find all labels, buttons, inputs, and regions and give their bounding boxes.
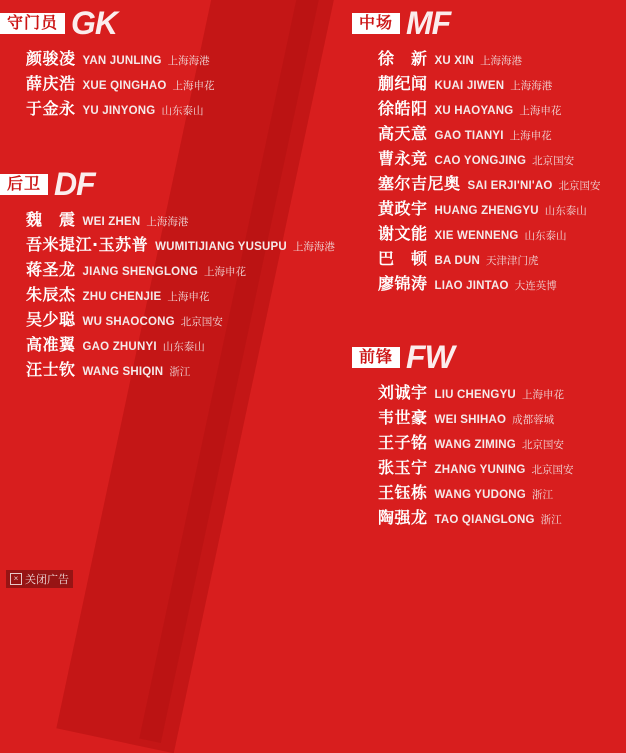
player-name-en: GAO ZHUNYI: [82, 341, 157, 353]
player-name-en: YU JINYONG: [82, 105, 156, 117]
list-item: [0, 332, 350, 357]
section-label-cn-df: 后卫: [0, 174, 48, 195]
list-item: [352, 505, 626, 530]
player-club: 山东泰山: [161, 105, 204, 117]
list-item: [0, 282, 350, 307]
player-name-en: XIE WENNENG: [434, 230, 519, 242]
player-name-cn: 朱辰杰: [26, 285, 76, 304]
player-name-cn: 高准翼: [26, 335, 76, 354]
section-label-en-df: DF: [54, 166, 95, 202]
player-name-en: BA DUN: [434, 255, 481, 267]
player-name-cn: 廖锦涛: [378, 274, 428, 293]
player-club: 山东泰山: [162, 341, 205, 353]
player-name-en: YAN JUNLING: [82, 55, 162, 67]
player-club: 上海海港: [146, 216, 189, 228]
player-club: 北京国安: [521, 439, 564, 451]
player-name-en: LIAO JINTAO: [434, 280, 509, 292]
player-name-cn: 薛庆浩: [26, 74, 76, 93]
player-name-en: LIU CHENGYU: [434, 389, 516, 401]
player-club: 上海申花: [521, 389, 564, 401]
player-name-en: WEI SHIHAO: [434, 414, 507, 426]
section-header-fw: [352, 340, 626, 374]
player-club: 上海申花: [203, 266, 246, 278]
player-name-en: WANG SHIQIN: [82, 366, 164, 378]
player-club: 浙江: [169, 366, 191, 378]
player-club: 上海申花: [167, 291, 210, 303]
player-name-cn: 高天意: [378, 124, 428, 143]
player-name-en: GAO TIANYI: [434, 130, 504, 142]
player-name-cn: 谢文能: [378, 224, 428, 243]
right-column: [352, 0, 626, 530]
player-name-cn: 徐皓阳: [378, 99, 428, 118]
list-item: [352, 146, 626, 171]
list-item: [0, 46, 350, 71]
player-name-en: HUANG ZHENGYU: [434, 205, 539, 217]
player-name-en: WUMITIJIANG YUSUPU: [155, 241, 287, 253]
list-item: [352, 96, 626, 121]
player-club: 成都蓉城: [512, 414, 555, 426]
close-ad-label: 关闭广告: [25, 573, 69, 586]
player-name-cn: 蒋圣龙: [26, 260, 76, 279]
list-item: [352, 430, 626, 455]
player-name-cn: 张玉宁: [378, 458, 428, 477]
player-name-en: TAO QIANGLONG: [434, 514, 535, 526]
list-item: [0, 357, 350, 382]
goalkeeper-section: [0, 0, 350, 121]
section-header-gk: [0, 6, 350, 40]
player-name-en: XU HAOYANG: [434, 105, 514, 117]
player-name-cn: 刘诚宇: [378, 383, 428, 402]
player-club: 上海申花: [519, 105, 562, 117]
player-club: 上海海港: [292, 241, 335, 253]
player-club: 浙江: [531, 489, 553, 501]
player-club: 北京国安: [532, 155, 575, 167]
player-name-cn: 魏 震: [26, 210, 76, 229]
player-name-en: WANG ZIMING: [434, 439, 516, 451]
player-club: 浙江: [540, 514, 562, 526]
player-name-en: KUAI JIWEN: [434, 80, 505, 92]
close-ad-button[interactable]: [6, 570, 73, 588]
list-item: [0, 96, 350, 121]
player-club: 山东泰山: [524, 230, 567, 242]
close-icon[interactable]: ×: [10, 573, 22, 585]
list-item: [0, 207, 350, 232]
player-name-en: ZHU CHENJIE: [82, 291, 162, 303]
player-club: 上海海港: [510, 80, 553, 92]
player-club: 上海申花: [509, 130, 552, 142]
player-name-cn: 吴少聪: [26, 310, 76, 329]
list-item: [352, 246, 626, 271]
player-club: 大连英博: [514, 280, 557, 292]
list-item: [0, 71, 350, 96]
player-name-en: WU SHAOCONG: [82, 316, 175, 328]
player-club: 北京国安: [180, 316, 223, 328]
player-name-en: XU XIN: [434, 55, 475, 67]
list-item: [352, 71, 626, 96]
section-header-mf: [352, 6, 626, 40]
player-name-cn: 于金永: [26, 99, 76, 118]
list-item: [0, 257, 350, 282]
section-header-df: [0, 167, 350, 201]
player-name-en: WANG YUDONG: [434, 489, 526, 501]
left-column: [0, 0, 350, 382]
list-item: [352, 271, 626, 296]
player-name-cn: 巴 顿: [378, 249, 428, 268]
section-label-cn-fw: 前锋: [352, 347, 400, 368]
list-item: [0, 232, 350, 257]
section-label-cn-mf: 中场: [352, 13, 400, 34]
player-name-cn: 陶强龙: [378, 508, 428, 527]
player-name-en: SAI ERJI'NI'AO: [467, 180, 553, 192]
player-club: 上海海港: [167, 55, 210, 67]
list-item: [352, 380, 626, 405]
player-name-cn: 曹永竞: [378, 149, 428, 168]
player-name-cn: 王钰栋: [378, 483, 428, 502]
forward-section: [352, 340, 626, 530]
player-name-cn: 颜骏凌: [26, 49, 76, 68]
defender-section: [0, 167, 350, 382]
player-name-cn: 塞尔吉尼奥: [378, 174, 461, 193]
player-name-cn: 王子铭: [378, 433, 428, 452]
section-label-en-gk: GK: [71, 5, 118, 41]
player-club: 上海申花: [172, 80, 215, 92]
player-name-cn: 吾米提江·玉苏普: [26, 235, 149, 254]
section-label-en-fw: FW: [406, 339, 454, 375]
player-club: 山东泰山: [544, 205, 587, 217]
list-item: [352, 46, 626, 71]
player-name-en: XUE QINGHAO: [82, 80, 167, 92]
player-club: 北京国安: [531, 464, 574, 476]
player-club: 北京国安: [558, 180, 601, 192]
player-name-en: WEI ZHEN: [82, 216, 141, 228]
list-item: [352, 171, 626, 196]
player-name-en: CAO YONGJING: [434, 155, 527, 167]
player-name-cn: 蒯纪闻: [378, 74, 428, 93]
player-name-cn: 韦世豪: [378, 408, 428, 427]
list-item: [352, 196, 626, 221]
player-club: 上海海港: [480, 55, 523, 67]
player-club: 天津津门虎: [486, 255, 539, 267]
player-name-cn: 汪士钦: [26, 360, 76, 379]
section-label-cn-gk: 守门员: [0, 13, 65, 34]
player-name-cn: 黄政宇: [378, 199, 428, 218]
list-item: [352, 480, 626, 505]
list-item: [352, 455, 626, 480]
section-label-en-mf: MF: [406, 5, 451, 41]
list-item: [0, 307, 350, 332]
list-item: [352, 221, 626, 246]
player-name-en: ZHANG YUNING: [434, 464, 526, 476]
player-name-en: JIANG SHENGLONG: [82, 266, 198, 278]
list-item: [352, 405, 626, 430]
midfielder-section: [352, 0, 626, 296]
player-name-cn: 徐 新: [378, 49, 428, 68]
list-item: [352, 121, 626, 146]
